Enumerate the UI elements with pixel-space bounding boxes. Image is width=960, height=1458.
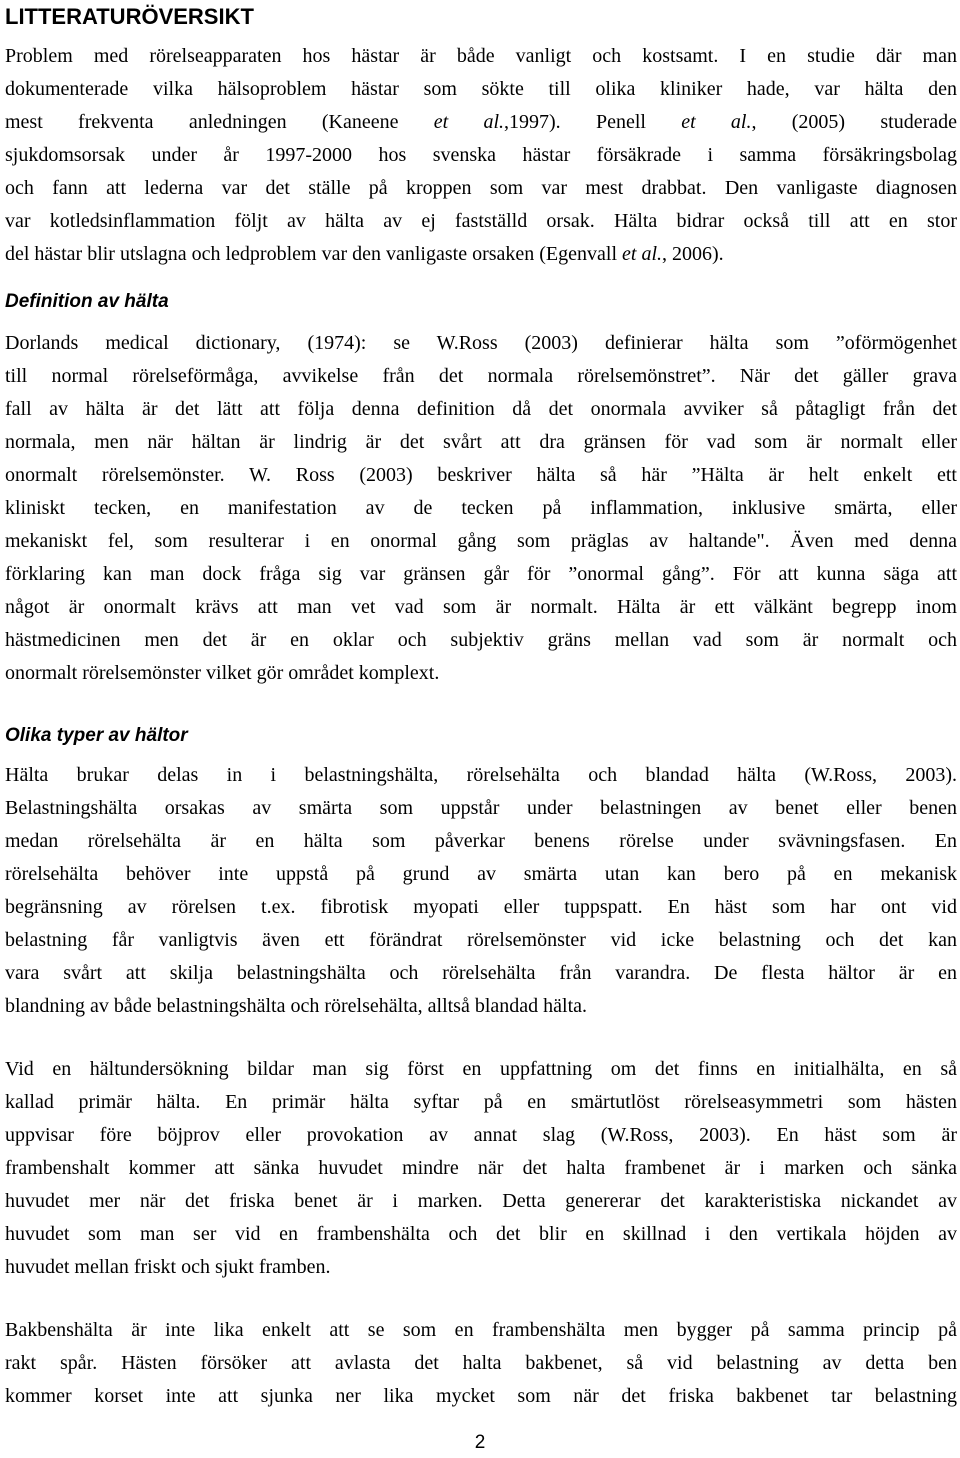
definition-paragraph — [5, 327, 957, 690]
italic-run: et al. — [433, 111, 505, 133]
text-line: och fann att lederna var det ställe på kroppen som var mest drabbat. Den vanligaste diagnosen — [5, 177, 957, 199]
text-run: del hästar blir utslagna och ledproblem var den vanligaste orsaken (Egenvall — [5, 243, 623, 265]
text-line: vara svårt att skilja belastningshälta och rörelsehälta från varandra. De flesta hältor är en — [5, 962, 957, 984]
text-line: Dorlands medical dictionary, (1974): se W.Ross (2003) definierar hälta som ”oförmögenhet — [5, 332, 957, 354]
text-line: huvudet mellan friskt och sjukt framben. — [5, 1256, 331, 1278]
text-line: kliniskt tecken, en manifestation av de tecken på inflammation, inklusive smärta, eller — [5, 497, 957, 519]
text-run: , 2006). — [662, 243, 724, 265]
text-line: blandning av både belastningshälta och rörelsehälta, alltså blandad hälta. — [5, 995, 588, 1017]
section-heading-types: Olika typer av hältor — [5, 725, 188, 746]
text-line: Vid en hältundersökning bildar man sig först en uppfattning om det finns en initialhälta, en så — [5, 1058, 957, 1080]
text-line: onormalt rörelsemönster. W. Ross (2003) beskriver hälta så här ”Hälta är helt enkelt ett — [5, 464, 957, 486]
text-line: mekaniskt fel, som resulterar i en onormal gång som präglas av haltande". Även med denna — [5, 530, 957, 552]
text-line: Bakbenshälta är inte lika enkelt att se som en frambenshälta men bygger på samma princip på — [5, 1319, 957, 1341]
types-paragraph-3 — [5, 1314, 957, 1413]
text-line: belastning får vanligtvis även ett förändrat rörelsemönster vid icke belastning och det kan — [5, 929, 957, 951]
text-line: begränsning av rörelsen t.ex. fibrotisk myopati eller tuppspatt. En häst som har ont vid — [5, 896, 957, 918]
text-line: Belastningshälta orsakas av smärta som uppstår under belastningen av benet eller benen — [5, 797, 957, 819]
text-line: förklaring kan man dock fråga sig var gränsen går för ”onormal gång”. För att kunna säga att — [5, 563, 957, 585]
text-line: fall av hälta är det lätt att följa denna definition då det onormala avviker så påtagligt från det — [5, 398, 957, 420]
text-line: rörelsehälta behöver inte uppstå på grund av smärta utan kan bero på en mekanisk — [5, 863, 957, 885]
text-line: till normal rörelseförmåga, avvikelse från det normala rörelsemönstret”. När det gäller grava — [5, 365, 957, 387]
text-line — [5, 106, 957, 139]
text-line: något är onormalt krävs att man vet vad som är normalt. Hälta är ett välkänt begrepp inom — [5, 596, 957, 618]
text-line: uppvisar före böjprov eller provokation av annat slag (W.Ross, 2003). En häst som är — [5, 1124, 957, 1146]
text-line: medan rörelsehälta är en hälta som påverkar benens rörelse under svävningsfasen. En — [5, 830, 957, 852]
italic-run: et al. — [681, 111, 752, 133]
text-run: mest frekventa anledningen (Kaneene — [5, 111, 434, 133]
text-line: huvudet mer när det friska benet är i marken. Detta genererar det karakteristiska nickandet av — [5, 1190, 957, 1212]
types-paragraph-2 — [5, 1053, 957, 1284]
text-line: var kotledsinflammation följt av hälta av ej fastställd orsak. Hälta bidrar också till att en stor — [5, 210, 957, 232]
text-line: kallad primär hälta. En primär hälta syftar på en smärtutlöst rörelseasymmetri som hästen — [5, 1091, 957, 1113]
page-number: 2 — [474, 1432, 486, 1453]
text-run: ,1997). Penell — [504, 111, 682, 133]
text-line: sjukdomsorsak under år 1997-2000 hos svenska hästar försäkrade i samma försäkringsbolag — [5, 144, 957, 166]
intro-paragraph — [5, 40, 957, 271]
text-line: huvudet som man ser vid en frambenshälta och det blir en skillnad i den vertikala höjden av — [5, 1223, 957, 1245]
section-heading-definition: Definition av hälta — [5, 291, 169, 312]
text-line: onormalt rörelsemönster vilket gör området komplext. — [5, 662, 440, 684]
text-line: Hälta brukar delas in i belastningshälta, rörelsehälta och blandad hälta (W.Ross, 2003). — [5, 764, 957, 786]
text-run: , (2005) studerade — [751, 111, 957, 133]
text-line: frambenshalt kommer att sänka huvudet mindre när det halta frambenet är i marken och sänka — [5, 1157, 957, 1179]
italic-run: et al. — [622, 243, 663, 265]
text-line: rakt spår. Hästen försöker att avlasta det halta bakbenet, så vid belastning av detta ben — [5, 1352, 957, 1374]
text-line: kommer korset inte att sjunka ner lika mycket som när det friska bakbenet tar belastning — [5, 1385, 957, 1407]
text-line: dokumenterade vilka hälsoproblem hästar som sökte till olika kliniker hade, var hälta den — [5, 78, 957, 100]
text-line: Problem med rörelseapparaten hos hästar är både vanligt och kostsamt. I en studie där man — [5, 45, 957, 67]
text-line: hästmedicinen men det är en oklar och subjektiv gräns mellan vad som är normalt och — [5, 629, 957, 651]
text-line — [5, 238, 957, 271]
types-paragraph-1 — [5, 759, 957, 1023]
page-title: LITTERATURÖVERSIKT — [5, 4, 254, 29]
text-line: normala, men när hältan är lindrig är det svårt att dra gränsen för vad som är normalt eller — [5, 431, 957, 453]
